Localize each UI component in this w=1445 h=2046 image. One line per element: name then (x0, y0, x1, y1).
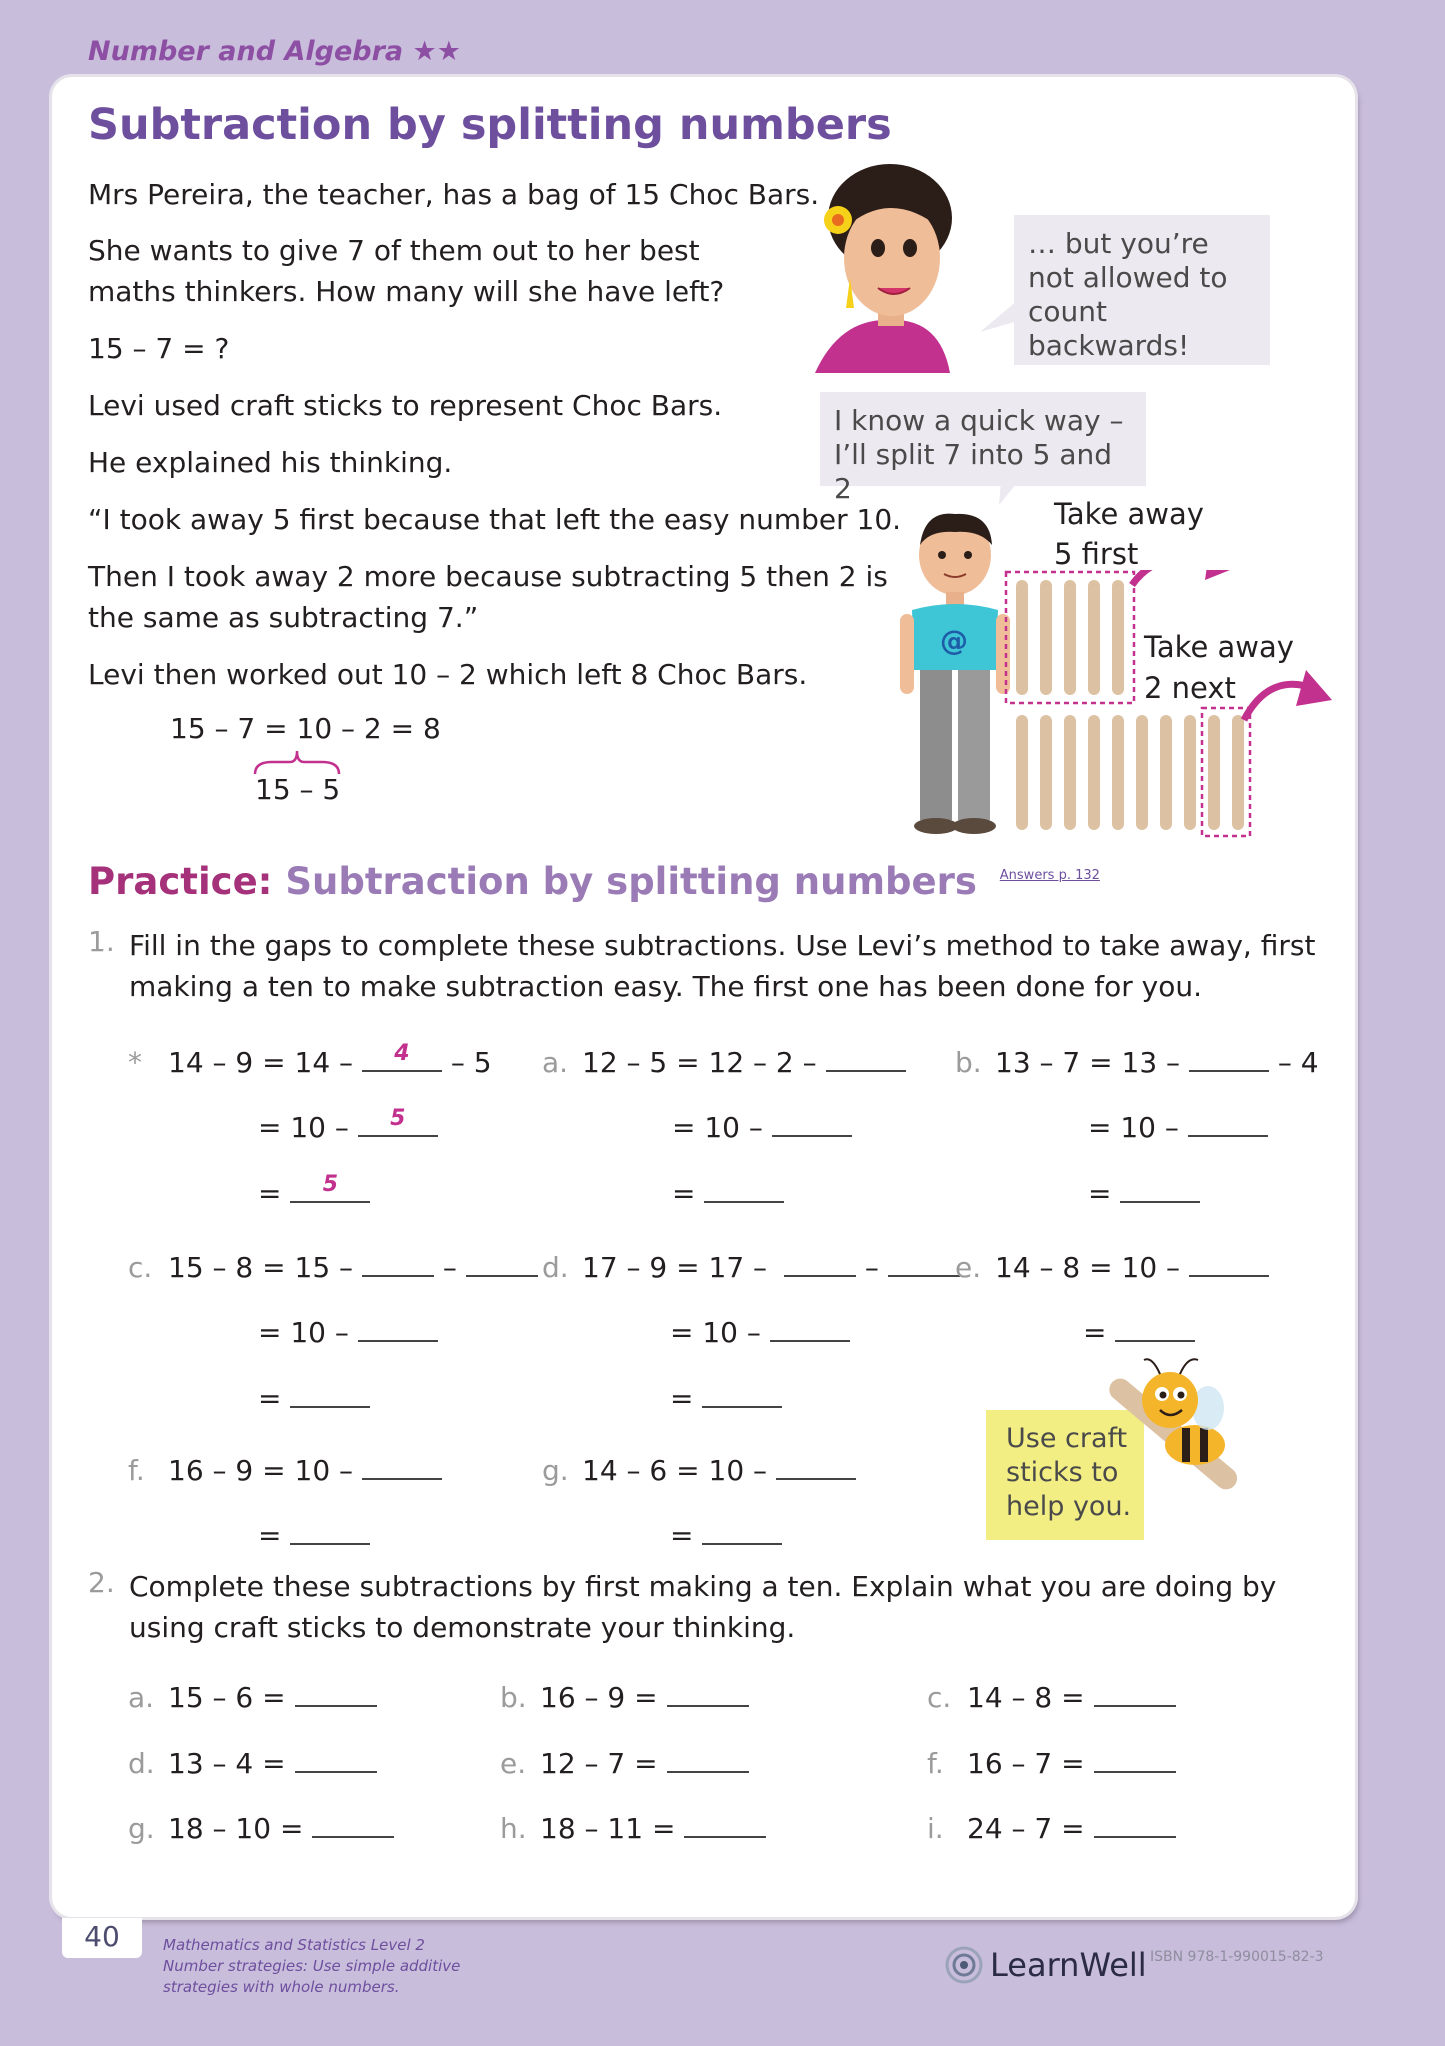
difficulty-stars: ★★ (412, 36, 461, 67)
q1f-blank-2[interactable] (290, 1513, 370, 1545)
answers-link[interactable]: Answers p. 132 (999, 868, 1100, 883)
q1b-expr-1: 13 – 7 = 13 – (995, 1046, 1181, 1079)
q1a-expr-2: = 10 – (672, 1111, 763, 1144)
q1a-blank-2[interactable] (772, 1105, 852, 1137)
q2a-blank[interactable] (295, 1675, 377, 1707)
q2h-expr: 18 – 11 = (540, 1812, 676, 1845)
practice-heading (88, 860, 1100, 903)
levi-illustration (900, 510, 1010, 838)
q2f-expr: 16 – 7 = (967, 1747, 1085, 1780)
q1b-blank-3[interactable] (1120, 1171, 1200, 1203)
q1a-expr-3: = (672, 1177, 696, 1210)
q2f-blank[interactable] (1094, 1741, 1176, 1773)
q2g-letter: g. (128, 1812, 155, 1845)
q1c-expr-1: 15 – 8 = 15 – (168, 1251, 354, 1284)
q1b-letter: b. (955, 1046, 982, 1079)
q1c-expr-2: = 10 – (258, 1316, 349, 1349)
example-line-1 (128, 1040, 492, 1079)
take-away-label-2a: Take away (1144, 630, 1294, 664)
q2g (128, 1806, 394, 1845)
example-answer-3: 5 (322, 1172, 339, 1197)
q1d-line-1 (542, 1245, 960, 1284)
q1b-expr-1-end: – 4 (1277, 1046, 1319, 1079)
q1f-blank-1[interactable] (362, 1448, 442, 1480)
q1d-letter: d. (542, 1251, 569, 1284)
intro-equation-question: 15 – 7 = ? (88, 332, 230, 365)
page-title: Subtraction by splitting numbers (88, 100, 892, 150)
section-name: Number and Algebra (88, 36, 404, 67)
q2e-letter: e. (500, 1747, 527, 1780)
bee-icon (1090, 1350, 1250, 1510)
q1c-minus: – (442, 1251, 457, 1284)
q2b-expr: 16 – 9 = (540, 1681, 658, 1714)
q1e-expr-2: = (1083, 1316, 1107, 1349)
q2i-blank[interactable] (1094, 1806, 1176, 1838)
q2b-letter: b. (500, 1681, 527, 1714)
q1b-line-2 (1088, 1105, 1268, 1144)
q1d-blank-4[interactable] (702, 1376, 782, 1408)
q2i-expr: 24 – 7 = (967, 1812, 1085, 1845)
example-answer-1: 4 (394, 1041, 410, 1066)
q2c-blank[interactable] (1094, 1675, 1176, 1707)
q1f-letter: f. (128, 1454, 145, 1487)
question-2-line-1: Complete these subtractions by first making a ten. Explain what you are doing by (129, 1570, 1277, 1603)
q1b-blank-2[interactable] (1188, 1105, 1268, 1137)
q1c-blank-1[interactable] (362, 1245, 434, 1277)
intro-paragraph-2b: maths thinkers. How many will she have left? (88, 275, 725, 308)
q2c-expr: 14 – 8 = (967, 1681, 1085, 1714)
q2a-letter: a. (128, 1681, 155, 1714)
q2b (500, 1675, 749, 1714)
q1a-line-3 (672, 1171, 784, 1210)
worked-equation-sub: 15 – 5 (255, 773, 341, 806)
intro-paragraph-7b: the same as subtracting 7.” (88, 601, 479, 634)
q2c-letter: c. (927, 1681, 952, 1714)
q1a-expr-1: 12 – 5 = 12 – 2 – (582, 1046, 817, 1079)
curriculum-line-3: strategies with whole numbers. (163, 1978, 400, 1996)
q1d-line-3 (670, 1376, 782, 1415)
page-number: 40 (62, 1918, 142, 1958)
q2d-letter: d. (128, 1747, 155, 1780)
q1d-blank-2[interactable] (888, 1245, 960, 1277)
q1c-line-2 (258, 1310, 438, 1349)
q1c-expr-3: = (258, 1382, 282, 1415)
worked-equation: 15 – 7 = 10 – 2 = 8 (170, 712, 441, 745)
q2b-blank[interactable] (667, 1675, 749, 1707)
section-tag (88, 36, 461, 67)
intro-paragraph-5: He explained his thinking. (88, 446, 453, 479)
intro-paragraph-4: Levi used craft sticks to represent Choc Bars. (88, 389, 723, 422)
take-away-label-1a: Take away (1054, 497, 1204, 531)
shirt-symbol: @ (940, 624, 968, 657)
example-blank-1 (362, 1040, 442, 1072)
q1d-blank-3[interactable] (770, 1310, 850, 1342)
teacher-speech-bubble: … but you’re not allowed to count backwards! (1014, 215, 1270, 365)
q1c-blank-4[interactable] (290, 1376, 370, 1408)
q1d-expr-2: = 10 – (670, 1316, 761, 1349)
curriculum-note (163, 1935, 460, 1998)
q2g-blank[interactable] (312, 1806, 394, 1838)
q2d-expr: 13 – 4 = (168, 1747, 286, 1780)
example-line-3 (258, 1171, 370, 1210)
take-away-label-1b: 5 first (1054, 537, 1139, 571)
example-expr-3: = (258, 1177, 282, 1210)
q2h-letter: h. (500, 1812, 527, 1845)
intro-paragraph-2a: She wants to give 7 of them out to her best (88, 234, 700, 267)
example-answer-2: 5 (390, 1106, 406, 1131)
q1c-line-3 (258, 1376, 370, 1415)
q2i-letter: i. (927, 1812, 944, 1845)
practice-prefix: Practice: (88, 860, 273, 903)
q2d-blank[interactable] (295, 1741, 377, 1773)
q1a-line-1 (542, 1040, 906, 1079)
learnwell-logo-icon (944, 1945, 984, 1985)
q1g-letter: g. (542, 1454, 569, 1487)
q2g-expr: 18 – 10 = (168, 1812, 304, 1845)
take-away-label-2b: 2 next (1144, 671, 1236, 705)
q1d-blank-1[interactable] (784, 1245, 856, 1277)
curriculum-line-1: Mathematics and Statistics Level 2 (163, 1936, 425, 1954)
q1f-line-2 (258, 1513, 370, 1552)
q2a-expr: 15 – 6 = (168, 1681, 286, 1714)
q1d-expr-3: = (670, 1382, 694, 1415)
q1e-blank-2[interactable] (1115, 1310, 1195, 1342)
q1b-expr-2: = 10 – (1088, 1111, 1179, 1144)
q1b-line-1 (955, 1040, 1319, 1079)
q1g-blank-2[interactable] (702, 1513, 782, 1545)
q1d-minus: – (864, 1251, 879, 1284)
example-expr-1-end: – 5 (450, 1046, 492, 1079)
q2e (500, 1741, 749, 1780)
q1c-line-1 (128, 1245, 538, 1284)
q2f-letter: f. (927, 1747, 944, 1780)
q2c (927, 1675, 1176, 1714)
q1g-line-1 (542, 1448, 856, 1487)
q2d (128, 1741, 377, 1780)
q2e-blank[interactable] (667, 1741, 749, 1773)
practice-title: Subtraction by splitting numbers (285, 860, 977, 903)
question-1-line-2: making a ten to make subtraction easy. The first one has been done for you. (129, 970, 1202, 1003)
q2h-blank[interactable] (684, 1806, 766, 1838)
isbn: ISBN 978-1-990015-82-3 (1150, 1949, 1324, 1965)
brand-name: LearnWell (990, 1946, 1147, 1984)
q2a (128, 1675, 377, 1714)
example-expr-2: = 10 – (258, 1111, 349, 1144)
example-line-2 (258, 1105, 438, 1144)
question-1-number: 1. (88, 925, 115, 958)
q2i (927, 1806, 1176, 1845)
q2f (927, 1741, 1176, 1780)
question-1-line-1: Fill in the gaps to complete these subtractions. Use Levi’s method to take away, first (129, 929, 1316, 962)
q1g-expr-2: = (670, 1519, 694, 1552)
q1b-line-3 (1088, 1171, 1200, 1210)
q1g-expr-1: 14 – 6 = 10 – (582, 1454, 768, 1487)
levi-speech-bubble: I know a quick way – I’ll split 7 into 5 and 2 (820, 392, 1146, 486)
intro-paragraph-6: “I took away 5 first because that left the easy number 10. (88, 503, 902, 536)
q1b-expr-3: = (1088, 1177, 1112, 1210)
q1a-blank-1[interactable] (826, 1040, 906, 1072)
q1c-letter: c. (128, 1251, 153, 1284)
example-blank-2 (358, 1105, 438, 1137)
q1e-letter: e. (955, 1251, 982, 1284)
q1a-letter: a. (542, 1046, 569, 1079)
q1a-line-2 (672, 1105, 852, 1144)
intro-paragraph-1: Mrs Pereira, the teacher, has a bag of 15 Choc Bars. (88, 178, 820, 211)
question-2-line-2: using craft sticks to demonstrate your thinking. (129, 1611, 796, 1644)
curriculum-line-2: Number strategies: Use simple additive (163, 1957, 461, 1975)
q1g-line-2 (670, 1513, 782, 1552)
q1e-line-2 (1083, 1310, 1195, 1349)
example-expr-1: 14 – 9 = 14 – (168, 1046, 354, 1079)
teacher-illustration (810, 148, 970, 386)
example-blank-3 (290, 1171, 370, 1203)
q1c-blank-3[interactable] (358, 1310, 438, 1342)
sticky-note: Use craft sticks to help you. (986, 1410, 1144, 1540)
q1e-line-1 (955, 1245, 1269, 1284)
q1e-expr-1: 14 – 8 = 10 – (995, 1251, 1181, 1284)
q2e-expr: 12 – 7 = (540, 1747, 658, 1780)
q1c-blank-2[interactable] (466, 1245, 538, 1277)
q1b-blank-1[interactable] (1189, 1040, 1269, 1072)
q1g-blank-1[interactable] (776, 1448, 856, 1480)
q1f-expr-1: 16 – 9 = 10 – (168, 1454, 354, 1487)
intro-paragraph-7a: Then I took away 2 more because subtracting 5 then 2 is (88, 560, 888, 593)
example-star: * (128, 1046, 142, 1079)
q1f-expr-2: = (258, 1519, 282, 1552)
q2h (500, 1806, 766, 1845)
question-2-number: 2. (88, 1566, 115, 1599)
intro-paragraph-8: Levi then worked out 10 – 2 which left 8 Choc Bars. (88, 658, 808, 691)
q1e-blank-1[interactable] (1189, 1245, 1269, 1277)
q1f-line-1 (128, 1448, 442, 1487)
q1a-blank-3[interactable] (704, 1171, 784, 1203)
q1d-expr-1: 17 – 9 = 17 – (582, 1251, 768, 1284)
q1d-line-2 (670, 1310, 850, 1349)
